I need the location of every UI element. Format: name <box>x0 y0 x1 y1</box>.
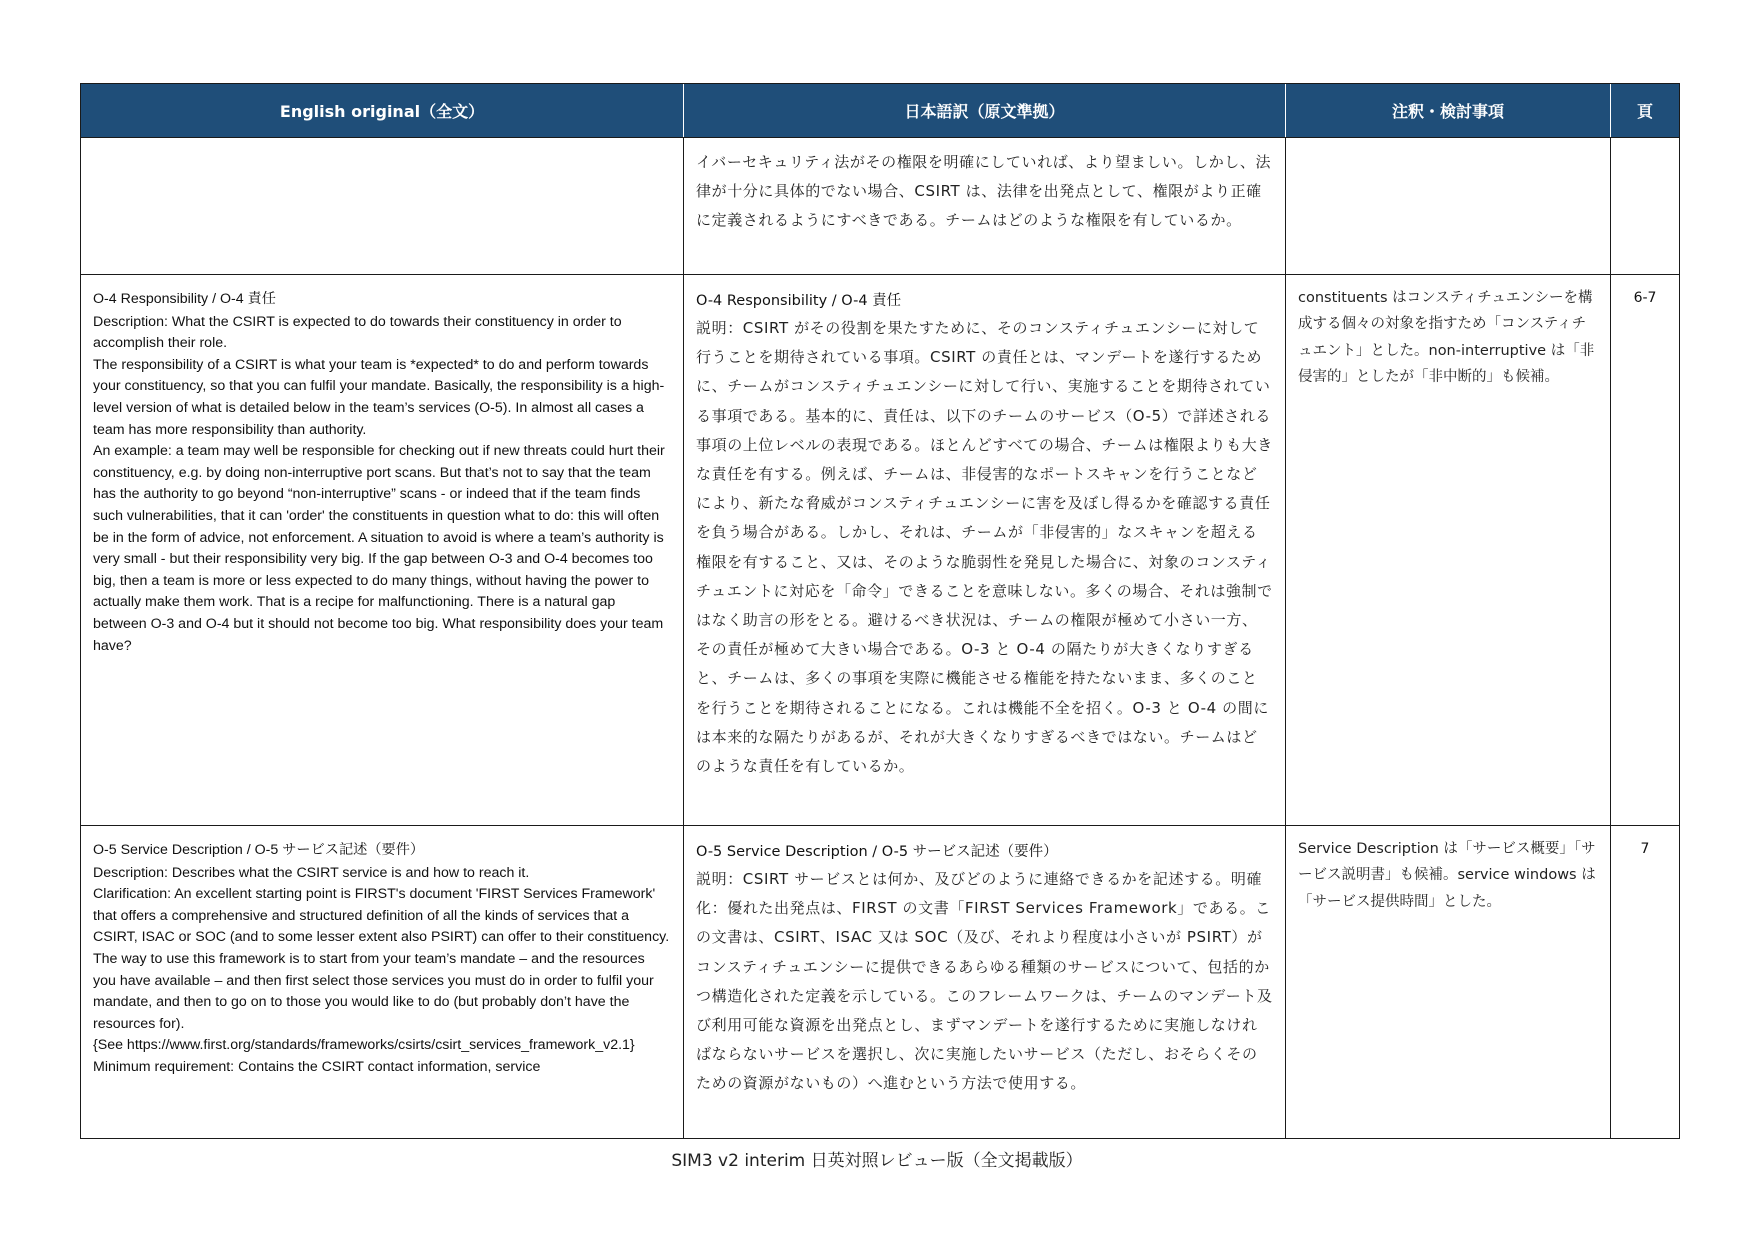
english-cell <box>81 138 684 274</box>
notes-cell: constituents はコンスティチュエンシーを構成する個々の対象を指すため「コンスティチュエント」とした。non-interruptive は「非侵害的」としたが「非中断的」も候補。 <box>1286 275 1611 825</box>
header-japanese: 日本語訳（原文準拠） <box>684 84 1286 137</box>
japanese-item-title: O-4 Responsibility / O-4 責任 <box>696 293 902 309</box>
japanese-text: 説明：CSIRT がその役割を果たすために、そのコンスティチュエンシーに対して行うことを期待されている事項。CSIRT の責任とは、マンデートを遂行するために、チームがコンスティチュエンシーに対して行い、実施することを期待されている事項である。基本的に、責任は、以下のチームのサービス（O-5）で詳述される事項の上位レベルの表現である。ほとんどすべての場合、チームは権限よりも大きな責任を有する。例えば、チームは、非侵害的なポートスキャンを行うことなどにより、新たな脅威がコンスティチュエンシーに害を及ぼし得るかを確認する責任を負う場合がある。しかし、それは、チームが「非侵害的」なスキャンを超える権限を有すること、又は、そのような脆弱性を発見した場合に、対象のコンスティチュエントに対応を「命令」できることを意味しない。多くの場合、それは強制ではなく助言の形をとる。避けるべき状況は、チームの権限が極めて小さい一方、その責任が極めて大きい場合である。O-3 と O-4 の隔たりが大きくなりすぎると、チームは、多くの事項を実際に機能させる権能を持たないまま、多くのことを行うことを期待されることになる。これは機能不全を招く。O-3 と O-4 の間には本来的な隔たりがあるが、それが大きくなりすぎるべきではない。チームはどのような責任を有しているか。 <box>696 319 1273 776</box>
table-header <box>81 84 1679 138</box>
english-paragraph: Minimum requirement: Contains the CSIRT contact information, service <box>93 1058 541 1075</box>
english-paragraph: Clarification: An excellent starting point is FIRST's document 'FIRST Services Framework' that offers a comprehensive and structured definition of all the kinds of services that a CSIRT, ISAC or SOC (and to some lesser extent also PSIRT) can offer to their constituency. The way to use this framework is to start from your team’s mandate – and the resources you have available – and then first select those services you must do in order to fulfil your mandate, and then to go on to those you would like to do (but probably don’t have the resources for). <box>93 886 670 1032</box>
english-reference-link: {See https://www.first.org/standards/frameworks/csirts/csirt_services_framework_v2.1} <box>93 1037 635 1054</box>
japanese-text: 説明：CSIRT サービスとは何か、及びどのように連絡できるかを記述する。明確化：優れた出発点は、FIRST の文書「FIRST Services Framework」である。この文書は、CSIRT、ISAC 又は SOC（及び、それより程度は小さいが PSIRT）がコンスティチュエンシーに提供できるあらゆる種類のサービスについて、包括的かつ構造化された定義を示している。このフレームワークは、チームのマンデート及び利用可能な資源を出発点とし、まずマンデートを遂行するために実施しなければならないサービスを選択し、次に実施したいサービス（ただし、おそらくそのための資源がないもの）へ進むという方法で使用する。 <box>696 870 1273 1093</box>
page-cell: 6-7 <box>1633 290 1657 306</box>
comparison-table <box>80 83 1680 1139</box>
english-paragraph: Description: Describes what the CSIRT service is and how to reach it. <box>93 864 530 881</box>
japanese-text: イバーセキュリティ法がその権限を明確にしていれば、より望ましい。しかし、法律が十分に具体的でない場合、CSIRT は、法律を出発点として、権限がより正確に定義されるようにすべきである。チームはどのような権限を有しているか。 <box>696 153 1272 230</box>
english-item-title: O-5 Service Description / O-5 サービス記述（要件） <box>93 842 425 858</box>
header-notes: 注釈・検討事項 <box>1286 84 1611 137</box>
japanese-cell <box>684 138 1286 274</box>
japanese-cell <box>684 275 1286 825</box>
page-cell <box>1611 138 1679 274</box>
english-paragraph: Description: What the CSIRT is expected to do towards their constituency in order to accomplish their role. <box>93 313 622 352</box>
japanese-cell <box>684 826 1286 1138</box>
english-paragraph: An example: a team may well be responsible for checking out if new threats could hurt their constituency, e.g. by doing non-interruptive port scans. But that’s not to say that the team has the authority to go beyond “non-interruptive” scans - or indeed that if the team finds such vulnerabilities, that it can 'order' the constituents in question what to do: this will often be in the form of advice, not enforcement. A situation to avoid is where a team’s authority is very small - but their responsibility very big. If the gap between O-3 and O-4 becomes too big, then a team is more or less expected to do many things, without having the power to actually make them work. That is a recipe for malfunctioning. There is a natural gap between O-3 and O-4 but it should not become too big. What responsibility does your team have? <box>93 443 665 654</box>
page-cell: 7 <box>1640 841 1650 857</box>
english-paragraph: The responsibility of a CSIRT is what your team is *expected* to do and perform towards your constituency, so that you can fulfil your mandate. Basically, the responsibility is a high-level version of what is detailed below in the team’s services (O-5). In almost all cases a team has more responsibility than authority. <box>93 356 665 438</box>
table-row <box>81 826 1679 1138</box>
header-english: English original（全文） <box>81 84 684 137</box>
header-page: 頁 <box>1636 102 1653 121</box>
page-footer: SIM3 v2 interim 日英対照レビュー版（全文掲載版） <box>671 1151 1083 1171</box>
english-cell <box>81 826 684 1138</box>
table-row <box>81 138 1679 275</box>
notes-cell: Service Description は「サービス概要」「サービス説明書」も候補。service windows は「サービス提供時間」とした。 <box>1286 826 1611 1138</box>
english-item-title: O-4 Responsibility / O-4 責任 <box>93 291 276 307</box>
notes-cell <box>1286 138 1611 274</box>
english-cell <box>81 275 684 825</box>
table-row <box>81 275 1679 826</box>
japanese-item-title: O-5 Service Description / O-5 サービス記述（要件） <box>696 844 1058 860</box>
